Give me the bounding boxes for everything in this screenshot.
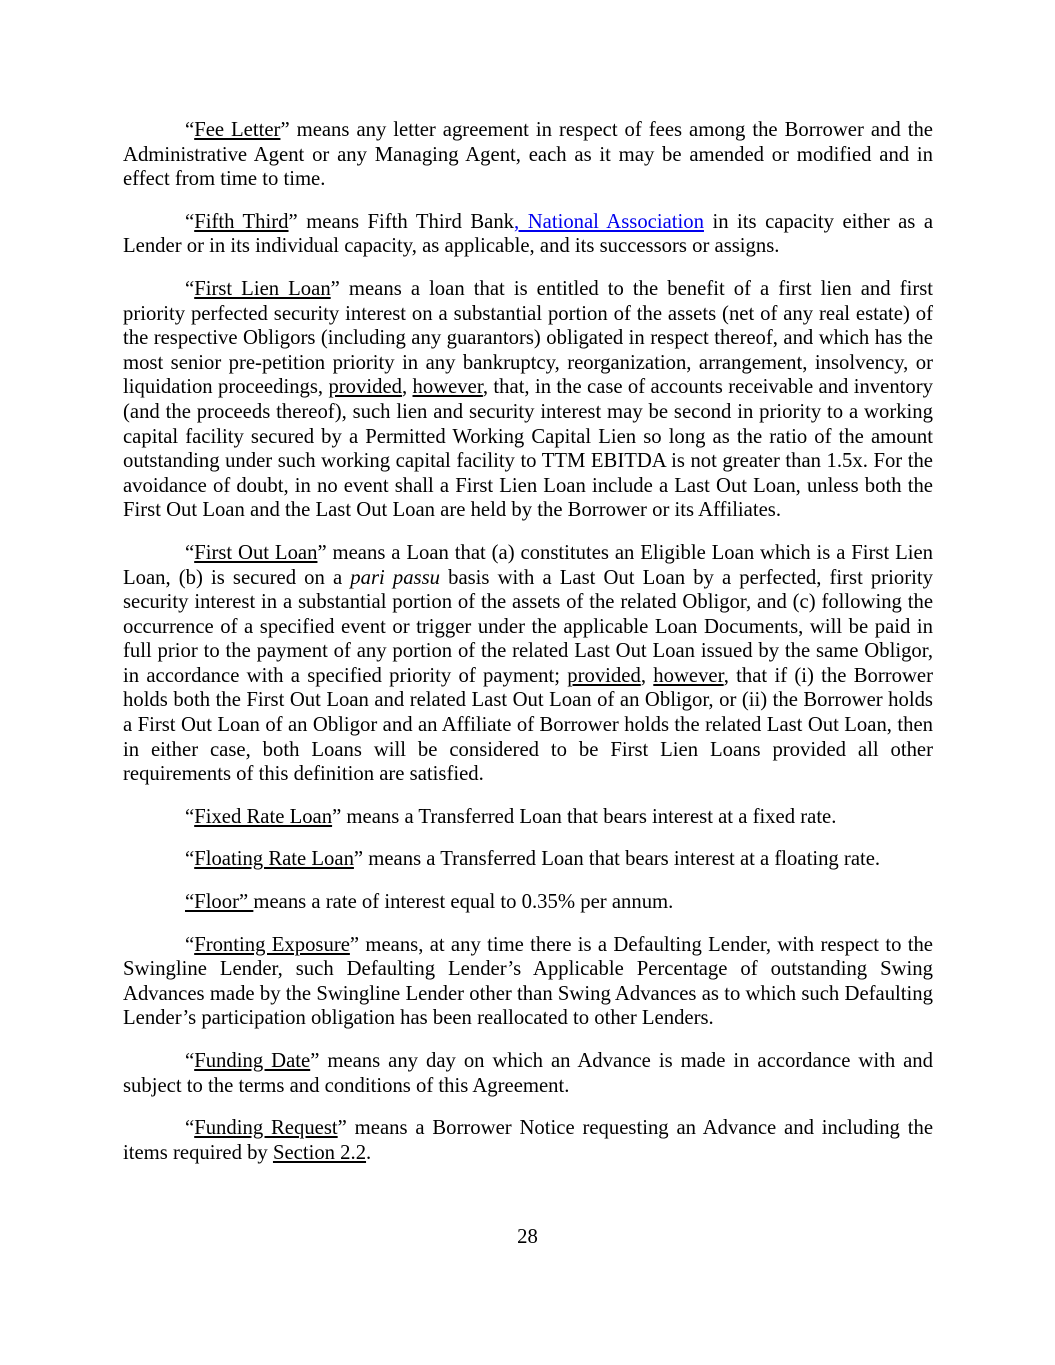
text-segment: , that, in the case of accounts receivable and inventory (and the proceeds thereof), such lien and security interest may be second in priority to a working capital facility secured by a Permitted Working Capital Lien so long as the ratio of the amount outstanding under such working capital facility to TTM EBITDA is not greater than 1.5x. For the avoidance of doubt, in no event shall a First Lien Loan include a Last Out Loan, unless both the First Out Loan and the Last Out Loan are held by the Borrower or its Affiliates. xyxy=(123,376,934,522)
text-segment: ” means a Borrower Notice requesting an Advance and including the items required by xyxy=(123,1117,934,1164)
defined-term: Fixed Rate Loan xyxy=(194,805,333,828)
text-segment: “ xyxy=(185,933,195,956)
paragraph xyxy=(123,805,933,830)
text-segment: ” means any letter agreement in respect of fees among the Borrower and the Administrative Agent or any Managing Agent, each as it may be amended or modified and in effect from time to time. xyxy=(123,119,933,191)
text-segment: basis with a Last Out Loan by a perfected, first priority security interest in a substantial portion of the assets of the related Obligor, and (c) following the occurrence of a specified event or trigger under the applicable Loan Documents, will be paid in full prior to the payment of any portion of the related Last Out Loan issued by the same Obligor, in accordance with a specified priority of payment; xyxy=(123,566,933,687)
paragraph xyxy=(123,118,933,192)
text-segment: , that if (i) the Borrower holds both the First Out Loan and related Last Out Loan of an Obligor, or (ii) the Borrower holds a First Out Loan of an Obligor and an Affiliate of Borrower holds the related Last Out Loan, then in either case, both Loans will be considered to be First Lien Loans provided all other requirements of this definition are satisfied. xyxy=(123,664,934,786)
text-segment: ” means a loan that is entitled to the benefit of a first lien and first priority perfected security interest on a substantial portion of the assets (net of any real estate) of the respective Obligors (including any guarantors) obligated in respect thereof, and which has the most senior pre-petition priority in any bankruptcy, reorganization, arrangement, insolvency, or liquidation proceedings, xyxy=(123,277,934,399)
text-segment: “ xyxy=(185,805,195,828)
text-segment: in its capacity either as a Lender or in its individual capacity, as applicable, and its successors or assigns. xyxy=(123,210,933,258)
italic-term: pari passu xyxy=(350,566,440,589)
defined-term: however xyxy=(653,664,724,687)
defined-term: Fifth Third xyxy=(194,210,289,233)
defined-term: Funding Request xyxy=(194,1117,338,1140)
text-segment: . xyxy=(366,1141,372,1164)
page-number: 28 xyxy=(517,1226,538,1248)
text-segment: ” means Fifth Third Bank xyxy=(288,210,515,233)
text-segment: means a rate of interest equal to 0.35% per annum. xyxy=(253,891,674,914)
text-segment: “ xyxy=(185,210,195,233)
defined-term: First Lien Loan xyxy=(194,277,331,300)
paragraph xyxy=(123,933,933,1031)
text-segment: , xyxy=(640,664,654,687)
defined-term: Floating Rate Loan xyxy=(194,848,354,871)
defined-term: provided xyxy=(328,376,402,399)
defined-term: Fee Letter xyxy=(194,119,281,141)
paragraph xyxy=(123,541,933,787)
defined-term: “Floor” xyxy=(185,891,254,914)
paragraph xyxy=(123,1116,933,1165)
paragraph xyxy=(123,277,933,523)
link[interactable]: , National Association xyxy=(514,210,704,233)
paragraph xyxy=(123,890,933,915)
defined-term: Section 2.2 xyxy=(272,1141,367,1164)
text-segment: ” means a Transferred Loan that bears interest at a fixed rate. xyxy=(332,805,837,828)
paragraph xyxy=(123,847,933,872)
text-segment: “ xyxy=(185,848,195,871)
defined-term: however xyxy=(412,376,483,399)
text-segment: ” means any day on which an Advance is made in accordance with and subject to the terms and conditions of this Agreement. xyxy=(123,1050,933,1097)
text-segment: ” means a Loan that (a) constitutes an Eligible Loan which is a First Lien Loan, (b) is secured on a xyxy=(123,541,934,589)
text-segment: ” means, at any time there is a Defaulting Lender, with respect to the Swingline Lender, such Defaulting Lender’s Applicable Percentage of outstanding Swing Advances made by the Swingline Lender other than Swing Advances as to which such Defaulting Lender’s participation obligation has been reallocated to other Lenders. xyxy=(123,933,933,1030)
text-segment: ” means a Transferred Loan that bears interest at a floating rate. xyxy=(353,848,881,871)
defined-term: Fronting Exposure xyxy=(194,933,350,956)
text-segment: , xyxy=(401,376,413,399)
document-body xyxy=(123,118,933,1165)
paragraph xyxy=(123,1049,933,1098)
defined-term: First Out Loan xyxy=(194,541,318,564)
defined-term: provided xyxy=(567,664,641,687)
defined-term: Funding Date xyxy=(194,1050,311,1072)
text-segment: “ xyxy=(185,277,195,300)
paragraph xyxy=(123,210,933,259)
text-segment: “ xyxy=(185,1117,195,1140)
text-segment: “ xyxy=(185,1050,195,1072)
text-segment: “ xyxy=(185,541,195,564)
text-segment: “ xyxy=(185,119,195,141)
